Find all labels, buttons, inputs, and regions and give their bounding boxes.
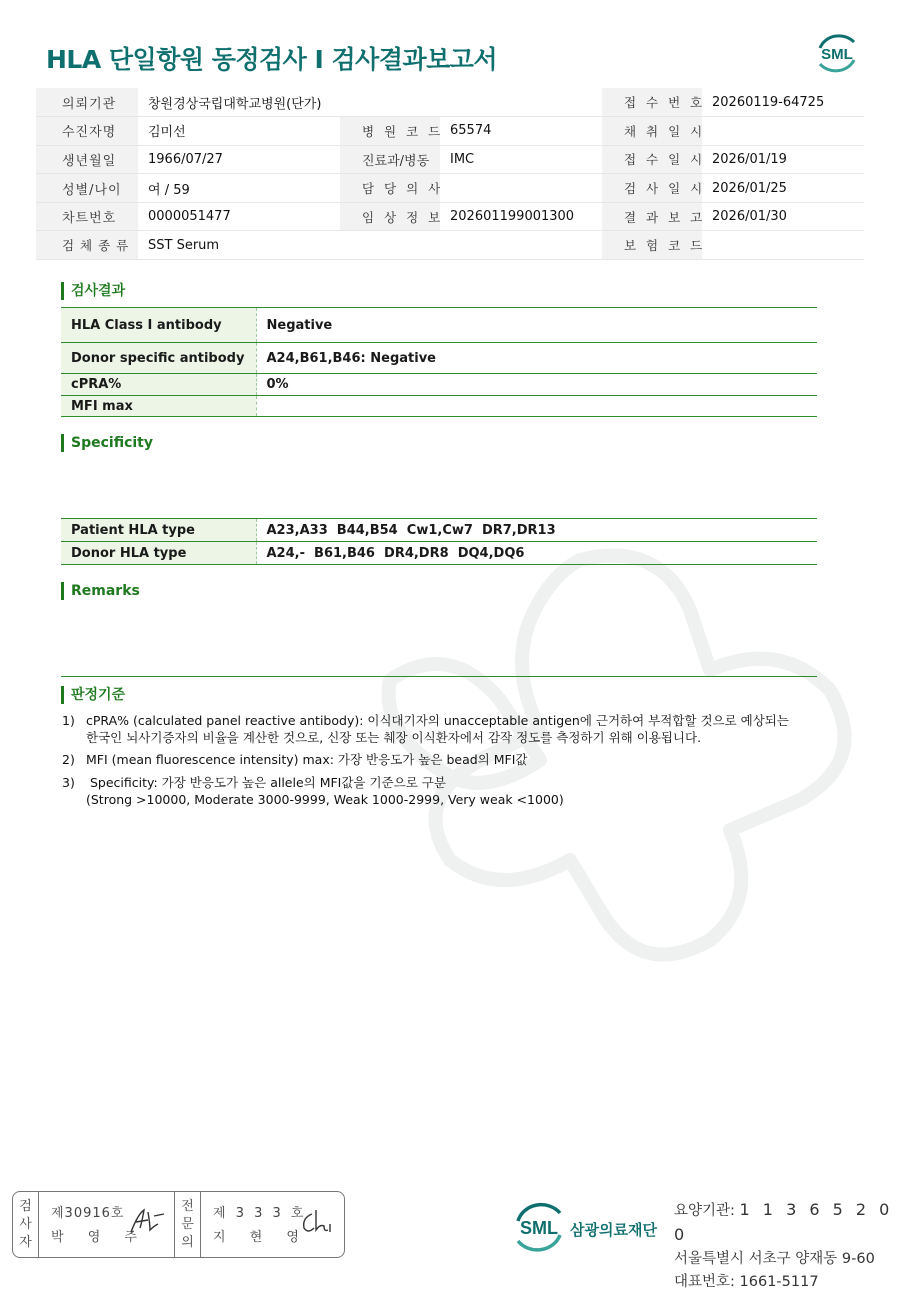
section-heading-criteria: 판정기준 [61,686,125,704]
info-value: 2026/01/25 [702,174,864,203]
criteria-list [62,712,789,813]
info-label: 차트번호 [36,202,138,231]
specialist-license-number: 제 3 3 3 호 [213,1206,307,1221]
tester-name: 박 영 주 [51,1230,147,1245]
results-key: MFI max [61,396,256,417]
results-row [61,374,817,396]
foundation-address-block [674,1198,900,1294]
info-value: 여 / 59 [138,174,340,203]
hla-type-key: Donor HLA type [61,542,256,565]
info-label: 접 수 일 시 [602,145,702,174]
phone-number: 1661-5117 [739,1274,819,1290]
info-value: 2026/01/30 [702,202,864,231]
info-row [36,145,864,174]
info-label: 담 당 의 사 [340,174,440,203]
specialist-label: 전 문 의 [175,1192,201,1257]
criteria-number: 2) [62,752,75,767]
foundation-name: 삼광의료재단 [570,1221,657,1239]
sml-logo [812,30,862,76]
info-value: SST Serum [138,231,602,260]
tester-cell [39,1192,175,1257]
phone-label: 대표번호: [674,1274,740,1290]
hla-type-table [61,518,817,565]
results-value: 0% [256,374,817,396]
sml-logo-text: SML [821,46,853,63]
criteria-item [62,712,789,746]
results-value [256,396,817,417]
info-value: 202601199001300 [440,202,602,231]
info-value: 0000051477 [138,202,340,231]
info-label: 검 사 일 시 [602,174,702,203]
info-value: 김미선 [138,117,340,146]
signature-box [12,1191,345,1258]
info-value [702,231,864,260]
results-table [61,307,817,417]
info-row [36,231,864,260]
info-label: 의뢰기관 [36,88,138,117]
results-value: A24,B61,B46: Negative [256,343,817,374]
criteria-item [62,774,789,808]
info-label: 임 상 정 보 [340,202,440,231]
info-value [702,117,864,146]
section-heading-specificity: Specificity [61,434,153,452]
criteria-line: Specificity: 가장 반응도가 높은 allele의 MFI값을 기준으로 구분 [86,775,446,790]
institution-code-label: 요양기관: [674,1203,740,1219]
info-label: 병 원 코 드 [340,117,440,146]
remarks-divider [61,676,817,677]
criteria-number: 3) [62,775,75,790]
section-heading-results: 검사결과 [61,282,125,300]
info-label: 검 체 종 류 [36,231,138,260]
info-value: 20260119-64725 [702,88,864,117]
info-row [36,174,864,203]
results-row [61,308,817,343]
results-value: Negative [256,308,817,343]
info-label: 생년월일 [36,145,138,174]
info-row [36,88,864,117]
criteria-line: (Strong >10000, Moderate 3000-9999, Weak 1000-2999, Very weak <1000) [86,792,564,807]
results-row [61,343,817,374]
info-label: 채 취 일 시 [602,117,702,146]
hla-type-row [61,519,817,542]
report-title: HLA 단일항원 동정검사 I 검사결과보고서 [46,45,498,74]
section-heading-remarks: Remarks [61,582,140,600]
specialist-name: 지 현 영 [213,1230,309,1245]
foundation-logo [510,1199,568,1255]
results-key: Donor specific antibody [61,343,256,374]
info-row [36,202,864,231]
institution-code: 1 1 3 6 5 2 0 0 [674,1200,894,1244]
info-label: 결 과 보 고 [602,202,702,231]
info-label: 성별/나이 [36,174,138,203]
criteria-line: cPRA% (calculated panel reactive antibody): 이식대기자의 unacceptable antigen에 근거하여 부적합할 것으로 예상되는 [86,713,789,728]
criteria-line: MFI (mean fluorescence intensity) max: 가장 반응도가 높은 bead의 MFI값 [86,752,528,767]
foundation-address: 서울특별시 서초구 양재동 9-60 [674,1251,875,1267]
info-label: 접 수 번 호 [602,88,702,117]
criteria-number: 1) [62,713,75,728]
info-value: 1966/07/27 [138,145,340,174]
info-value: IMC [440,145,602,174]
hla-type-value: A23,A33 B44,B54 Cw1,Cw7 DR7,DR13 [256,519,817,542]
criteria-line: 한국인 뇌사기증자의 비율을 계산한 것으로, 신장 또는 췌장 이식환자에서 감작 정도를 측정하기 위해 이용됩니다. [86,730,702,745]
info-value: 2026/01/19 [702,145,864,174]
hla-type-key: Patient HLA type [61,519,256,542]
info-value: 65574 [440,117,602,146]
results-key: HLA Class I antibody [61,308,256,343]
info-value [440,174,602,203]
criteria-item [62,751,789,768]
info-label: 진료과/병동 [340,145,440,174]
hla-type-row [61,542,817,565]
tester-label: 검 사 자 [13,1192,39,1257]
hla-type-value: A24,- B61,B46 DR4,DR8 DQ4,DQ6 [256,542,817,565]
tester-license-number: 제30916호 [51,1206,125,1221]
info-row [36,117,864,146]
foundation-logo-text: SML [520,1218,558,1238]
info-value: 창원경상국립대학교병원(단가) [138,88,602,117]
info-label: 수진자명 [36,117,138,146]
tester-signature [128,1206,166,1238]
specialist-cell [201,1192,344,1257]
patient-info-table [36,88,864,260]
results-row [61,396,817,417]
results-key: cPRA% [61,374,256,396]
specialist-signature [298,1206,336,1238]
info-label: 보 험 코 드 [602,231,702,260]
